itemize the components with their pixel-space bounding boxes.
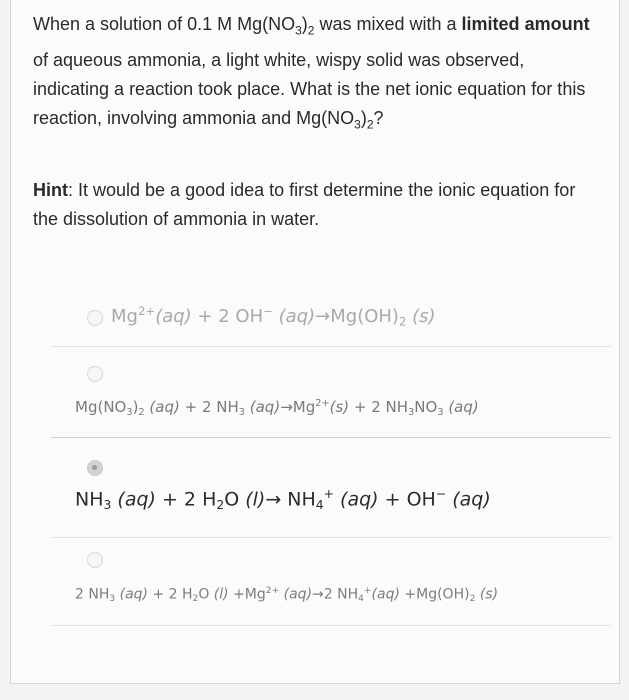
option-1-equation[interactable]: $Mg^{2+}(aq) + 2$ OH− $(aq)\to Mg(OH)_2$ (s) — [111, 304, 436, 329]
divider — [51, 437, 611, 438]
hint-label: Hint — [33, 180, 68, 200]
option-2-radio[interactable] — [87, 366, 103, 382]
option-2-equation[interactable]: $Mg(NO_3)_2$ (aq) + 2 $NH_3$ $(aq)\to Mg^{2+}(s) + 2$ $NH_3NO_3$ (aq) — [75, 398, 479, 418]
divider — [51, 346, 611, 347]
divider — [51, 537, 611, 538]
option-3-radio[interactable] — [87, 460, 103, 476]
question-text: When a solution of 0.1 M $Mg(NO_3)_2$ was mixed with a limited amount of aqueous ammonia, a light white, wispy solid was observed, indicating a reaction took place. What is the net ionic equation for this reaction, involving ammonia and $Mg(NO_3)_2$? — [33, 14, 590, 132]
question-card — [10, 0, 620, 684]
divider — [51, 625, 611, 626]
hint-text: Hint: It would be a good idea to first determine the ionic equation for the dissolution of ammonia in water. — [33, 180, 576, 229]
option-4-radio[interactable] — [87, 552, 103, 568]
option-3-equation[interactable]: $NH_3$ (aq) + 2 $H_2O$ $(l)\to NH_4^+$ (aq) + OH− (aq) — [75, 487, 491, 513]
option-4-equation[interactable]: 2 $NH_3$ (aq) + 2 $H_2O$ $(l) +Mg^{2+}$ (aq)→2 $NH_4^+(aq) +Mg(OH)_2$ (s) — [75, 586, 499, 605]
option-1-radio[interactable] — [87, 310, 103, 326]
